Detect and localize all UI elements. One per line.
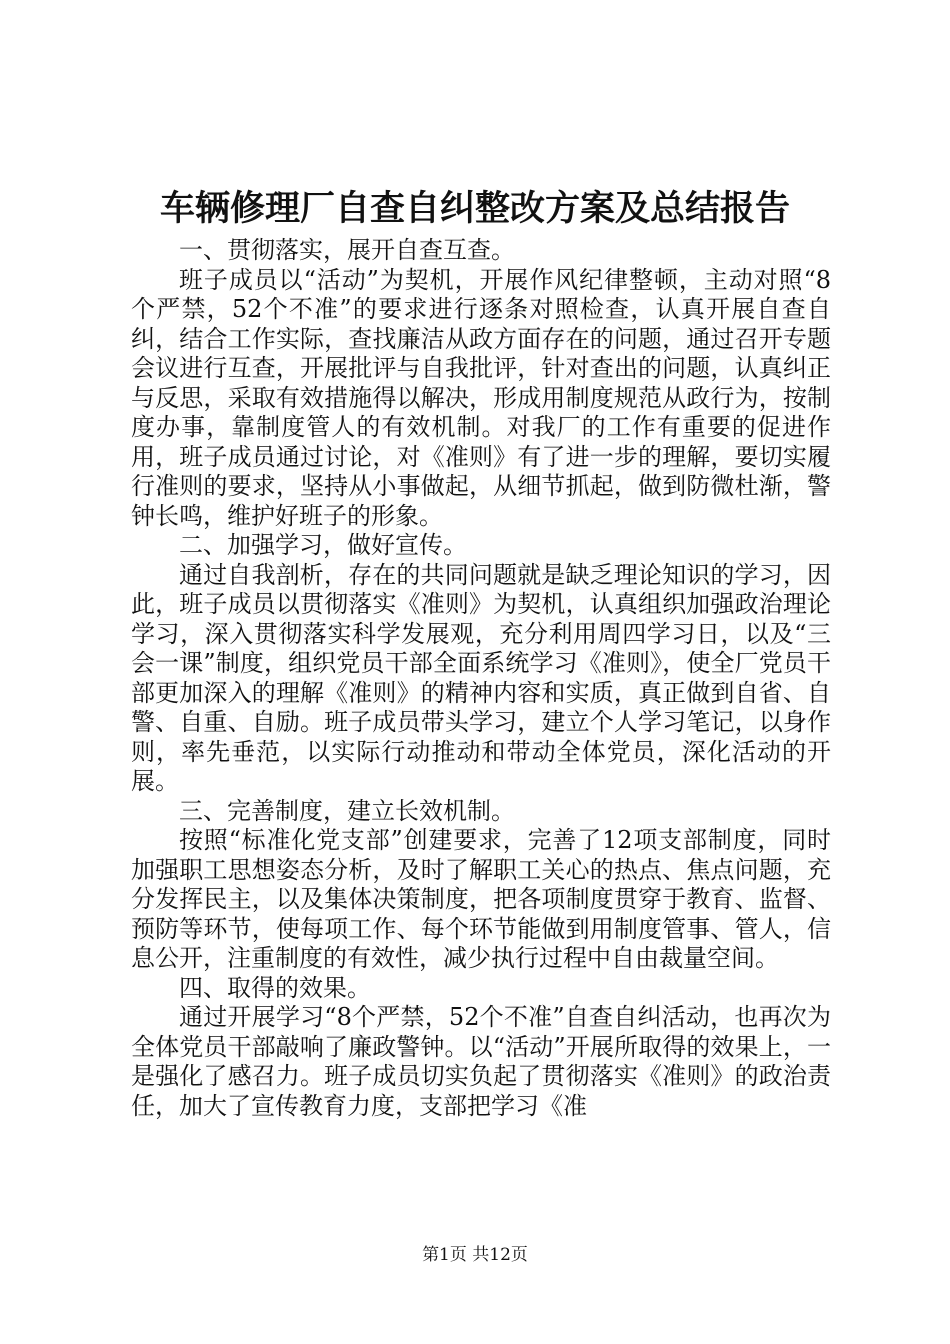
document-body: [131, 236, 831, 1121]
paragraph-3: 按照“标准化党支部”创建要求，完善了12项支部制度，同时加强职工思想姿态分析，及时了解职工关心的热点、焦点问题，充分发挥民主，以及集体决策制度，把各项制度贯穿于教育、监督、预防等环节，使每项工作、每个环节能做到用制度管事、管人，信息公开，注重制度的有效性，减少执行过程中自由裁量空间。: [131, 826, 831, 972]
section-heading-3: 三、完善制度，建立长效机制。: [179, 796, 515, 825]
section-heading-1: 一、贯彻落实，展开自查互查。: [179, 236, 515, 264]
section-heading-4: 四、取得的效果。: [179, 973, 371, 1002]
paragraph-1: 班子成员以“活动”为契机，开展作风纪律整顿，主动对照“8个严禁，52个不准”的要求进行逐条对照检查，认真开展自查自纠，结合工作实际，查找廉洁从政方面存在的问题，通过召开专题会议进行互查，开展批评与自我批评，针对查出的问题，认真纠正与反思，采取有效措施得以解决，形成用制度规范从政行为，按制度办事，靠制度管人的有效机制。对我厂的工作有重要的促进作用，班子成员通过讨论，对《准则》有了进一步的理解，要切实履行准则的要求，坚持从小事做起，从细节抓起，做到防微杜渐，警钟长鸣，维护好班子的形象。: [131, 265, 831, 530]
section-heading-2: 二、加强学习，做好宣传。: [179, 531, 467, 559]
document-title: 车辆修理厂自查自纠整改方案及总结报告: [159, 189, 790, 229]
page-number-footer: 第1页 共12页: [422, 1245, 528, 1265]
paragraph-4: 通过开展学习“8个严禁，52个不准”自查自纠活动，也再次为全体党员干部敲响了廉政警钟。以“活动”开展所取得的效果上，一是强化了感召力。班子成员切实负起了贯彻落实《准则》的政治责任，加大了宣传教育力度，支部把学习《准: [131, 1003, 831, 1120]
paragraph-2: 通过自我剖析，存在的共同问题就是缺乏理论知识的学习，因此，班子成员以贯彻落实《准则》为契机，认真组织加强政治理论学习，深入贯彻落实科学发展观，充分利用周四学习日，以及“三会一课”制度，组织党员干部全面系统学习《准则》，使全厂党员干部更加深入的理解《准则》的精神内容和实质，真正做到自省、自警、自重、自励。班子成员带头学习，建立个人学习笔记，以身作则，率先垂范，以实际行动推动和带动全体党员，深化活动的开展。: [131, 560, 831, 795]
